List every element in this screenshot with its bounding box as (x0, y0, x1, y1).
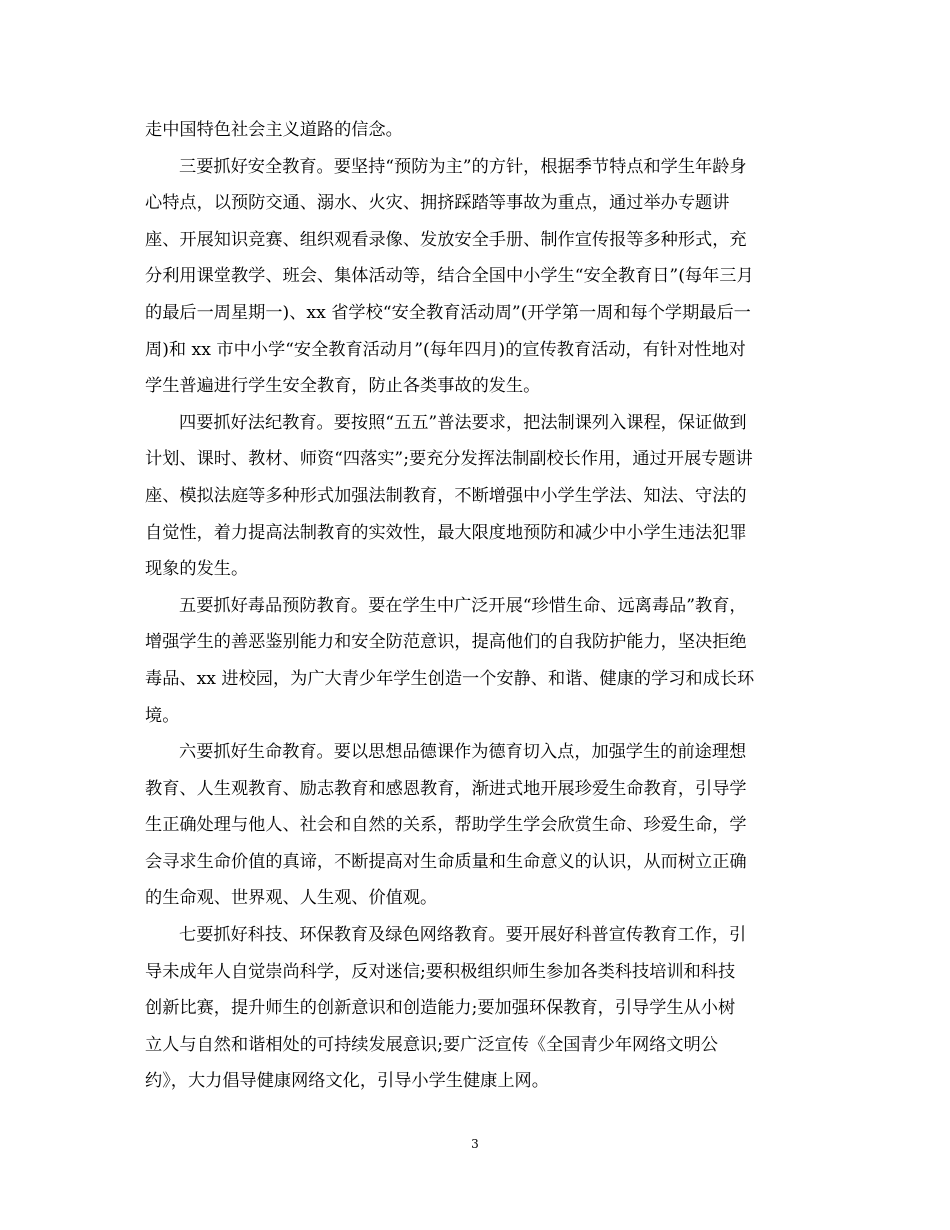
text-line: 分利用课堂教学、班会、集体活动等，结合全国中小学生“安全教育日”(每年三月 (145, 266, 754, 287)
text-line: 创新比赛，提升师生的创新意识和创造能力;要加强环保教育，引导学生从小树 (145, 998, 736, 1019)
text-line: 座、模拟法庭等多种形式加强法制教育，不断增强中小学生学法、知法、守法的 (145, 485, 747, 506)
text-line: 教育、人生观教育、励志教育和感恩教育，渐进式地开展珍爱生命教育，引导学 (145, 778, 747, 799)
text-line: 六要抓好生命教育。要以思想品德课作为德育切入点，加强学生的前途理想 (179, 742, 747, 763)
text-line: 四要抓好法纪教育。要按照“五五”普法要求，把法制课列入课程，保证做到 (179, 412, 747, 433)
paragraph-law-education (145, 405, 805, 588)
text-line: 会寻求生命价值的真谛，不断提高对生命质量和生命意义的认识，从而树立正确 (145, 851, 747, 872)
text-line: 境。 (145, 705, 180, 726)
text-line: 约》，大力倡导健康网络文化，引导小学生健康上网。 (145, 1071, 549, 1092)
paragraph-continuation (145, 112, 805, 149)
text-line: 学生普遍进行学生安全教育，防止各类事故的发生。 (145, 376, 541, 397)
document-body (145, 112, 805, 1100)
text-line: 自觉性，着力提高法制教育的实效性，最大限度地预防和减少中小学生违法犯罪 (145, 522, 747, 543)
paragraph-drug-prevention (145, 588, 805, 734)
text-line: 计划、课时、教材、师资“四落实”;要充分发挥法制副校长作用，通过开展专题讲 (145, 449, 753, 470)
text-line: 现象的发生。 (145, 559, 249, 580)
paragraph-safety-education (145, 149, 805, 405)
text-line: 周)和 xx 市中小学“安全教育活动月”(每年四月)的宣传教育活动，有针对性地对 (145, 339, 746, 360)
paragraph-life-education (145, 734, 805, 917)
text-line: 立人与自然和谐相处的可持续发展意识;要广泛宣传《全国青少年网络文明公 (145, 1034, 718, 1055)
text-line: 的生命观、世界观、人生观、价值观。 (145, 888, 438, 909)
text-line: 座、开展知识竞赛、组织观看录像、发放安全手册、制作宣传报等多种形式，充 (145, 229, 747, 250)
text-line: 生正确处理与他人、社会和自然的关系，帮助学生学会欣赏生命、珍爱生命，学 (145, 815, 747, 836)
text-line: 五要抓好毒品预防教育。要在学生中广泛开展“珍惜生命、远离毒品”教育， (179, 595, 747, 616)
text-line: 增强学生的善恶鉴别能力和安全防范意识，提高他们的自我防护能力，坚决拒绝 (145, 632, 747, 653)
text-line: 七要抓好科技、环保教育及绿色网络教育。要开展好科普宣传教育工作，引 (179, 925, 747, 946)
paragraph-tech-environment-network (145, 917, 805, 1100)
text-line: 心特点，以预防交通、溺水、火灾、拥挤踩踏等事故为重点，通过举办专题讲 (145, 193, 730, 214)
text-line: 导未成年人自觉崇尚科学，反对迷信;要积极组织师生参加各类科技培训和科技 (145, 961, 736, 982)
text-line: 的最后一周星期一)、xx 省学校“安全教育活动周”(开学第一周和每个学期最后一 (145, 302, 751, 323)
text-line: 走中国特色社会主义道路的信念。 (145, 120, 403, 140)
text-line: 三要抓好安全教育。要坚持“预防为主”的方针，根据季节特点和学生年龄身 (179, 156, 747, 177)
text-line: 毒品、xx 进校园，为广大青少年学生创造一个安静、和谐、健康的学习和成长环 (145, 668, 755, 689)
page-number: 3 (471, 1137, 479, 1151)
